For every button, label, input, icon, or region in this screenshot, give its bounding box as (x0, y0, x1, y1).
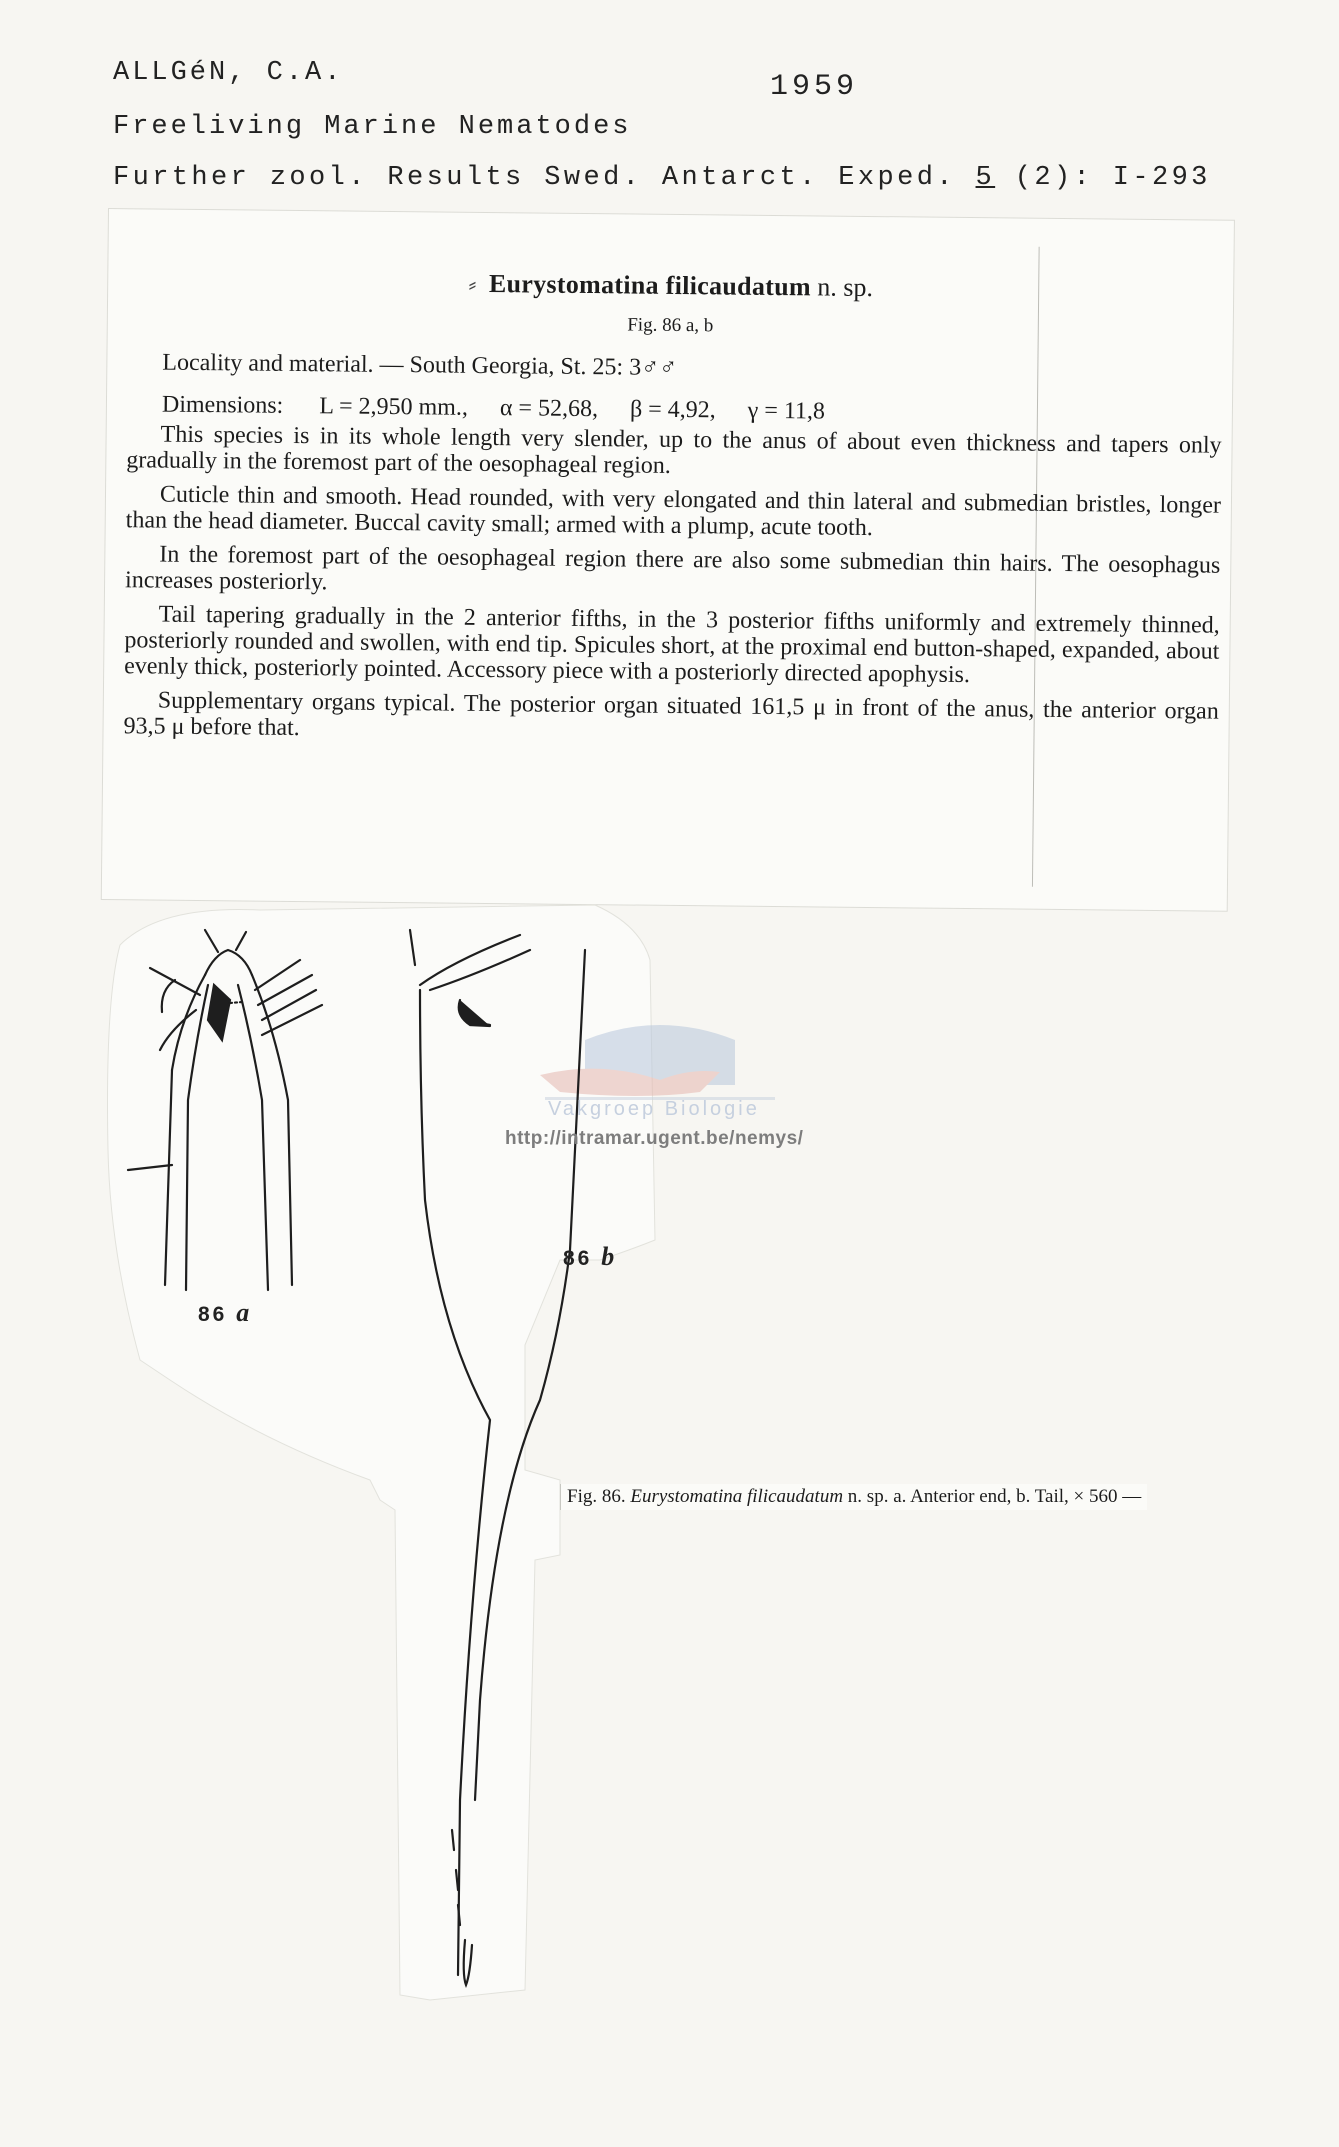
locality-line: Locality and material. — South Georgia, St. 25: 3♂♂ (162, 349, 678, 381)
label-b-number: 86 (563, 1247, 593, 1270)
figure-label-b (563, 1242, 614, 1272)
figure-caption (560, 1484, 1147, 1510)
watermark-url: http://intramar.ugent.be/nemys/ (505, 1128, 804, 1149)
pencil-mark-icon: ⸗ (468, 271, 477, 298)
dimension-alpha: α = 52,68, (499, 395, 599, 423)
dimension-gamma: γ = 11,8 (747, 397, 826, 425)
journal-volume: 5 (975, 163, 996, 193)
dimension-L: L = 2,950 mm., (319, 393, 469, 421)
paragraph-supplementary: Supplementary organs typical. The posterior organ situated 161,5 μ in front of the anus, the anterior organ 93,5 μ before that. (123, 687, 1219, 742)
label-a-number: 86 (198, 1303, 228, 1326)
header-year: 1959 (770, 70, 859, 104)
caption-species: Eurystomatina filicaudatum (630, 1486, 844, 1507)
header-author: ALLGéN, C.A. (113, 58, 344, 88)
watermark-text: Vakgroep Biologie (548, 1098, 760, 1120)
caption-rest: n. sp. a. Anterior end, b. Tail, × 560 — (847, 1486, 1142, 1507)
figure-paper-cutout (108, 905, 656, 2000)
dimension-beta: β = 4,92, (629, 396, 716, 424)
dimensions-label: Dimensions: (161, 391, 284, 419)
journal-issue-pages: (2): I-293 (1014, 163, 1211, 193)
figure-label-a (198, 1298, 249, 1328)
paragraph-tail-spicules: Tail tapering gradually in the 2 anterior fifths, in the 3 posterior fifths uniformly and extremely thinned, posteriorly rounded and swollen, with end tip. Spicules short, at the proximal end button-shaped, expanded, about evenly thick, posteriorly pointed. Accessory piece with a posteriorly directed apophysis. (124, 601, 1220, 689)
species-suffix: n. sp. (817, 272, 874, 303)
journal-prefix: Further zool. Results Swed. Antarct. Exped. (113, 163, 956, 193)
header-title: Freeliving Marine Nematodes (113, 112, 632, 142)
label-a-letter: a (236, 1298, 250, 1327)
caption-prefix: Fig. 86. (567, 1486, 626, 1507)
label-b-letter: b (601, 1242, 615, 1271)
figure-reference: Fig. 86 a, b (627, 314, 714, 337)
species-name: Eurystomatina filicaudatum (488, 268, 812, 302)
paragraph-body-shape: This species is in its whole length very slender, up to the anus of about even thickness and tapers only gradually in the foremost part of the oesophageal region. (126, 421, 1222, 479)
paragraph-cuticle-head: Cuticle thin and smooth. Head rounded, with very elongated and thin lateral and submedian bristles, longer than the head diameter. Buccal cavity small; armed with a plump, acute tooth. (125, 481, 1222, 542)
paragraph-oesophagus: In the foremost part of the oesophageal region there are also some submedian thin hairs. The oesophagus increases posteriorly. (124, 541, 1221, 596)
